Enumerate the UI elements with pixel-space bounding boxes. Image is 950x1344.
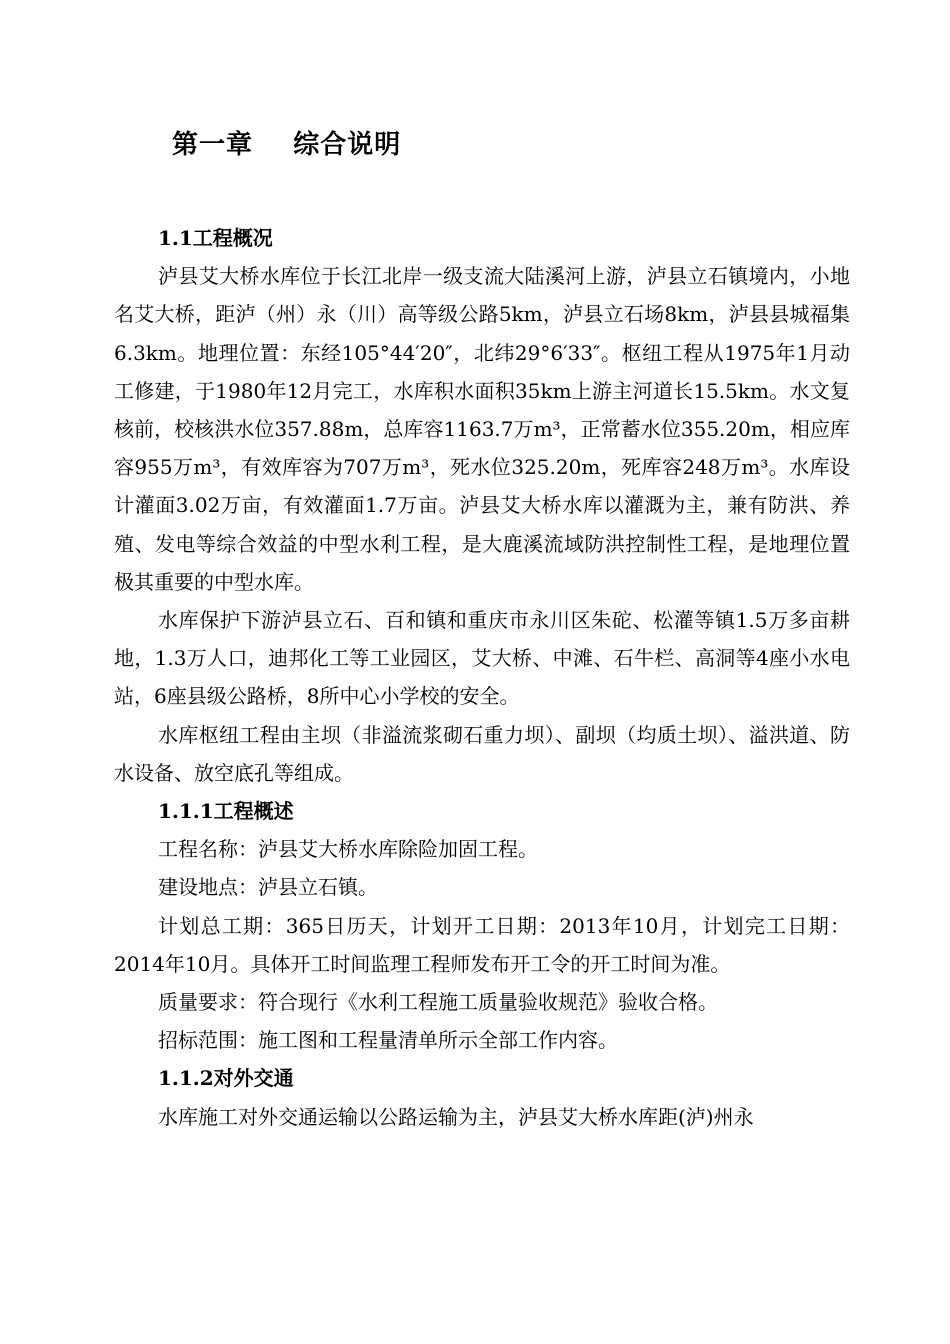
quality-line: 质量要求：符合现行《水利工程施工质量验收规范》验收合格。: [158, 990, 718, 1015]
chapter-title: 第一章 综合说明: [172, 130, 402, 160]
paragraph-protection: 水库保护下游泸县立石、百和镇和重庆市永川区朱砣、松灌等镇1.5万多亩耕地，1.3万人口，迪邦化工等工业园区，艾大桥、中滩、石牛栏、高洞等4座小水电站，6座县级公路桥，8所中心小学校的安全。: [114, 608, 850, 709]
section-heading-1-1: 1.1工程概况: [158, 226, 273, 250]
section-heading-1-1-2: 1.1.2对外交通: [158, 1066, 294, 1091]
section-heading-1-1-1: 1.1.1工程概述: [158, 799, 294, 824]
paragraph-transport: 水库施工对外交通运输以公路运输为主，泸县艾大桥水库距(泸)州永: [158, 1104, 754, 1129]
project-name-line: 工程名称：泸县艾大桥水库除险加固工程。: [158, 837, 538, 862]
location-line: 建设地点：泸县立石镇。: [158, 875, 378, 900]
paragraph-overview: 泸县艾大桥水库位于长江北岸一级支流大陆溪河上游，泸县立石镇境内，小地名艾大桥，距泸（州）永（川）高等级公路5km，泸县立石场8km，泸县县城福集6.3km。地理位置：东经105°44′20″，北纬29°6′33″。枢纽工程从1975年1月动工修建，于1980年12月完工，水库积水面积35km上游主河道长15.5km。水文复核前，校核洪水位357.88m，总库容1163.7万m³，正常蓄水位355.20m，相应库容955万m³，有效库容为707万m³，死水位325.20m，死库容248万m³。水库设计灌面3.02万亩，有效灌面1.7万亩。泸县艾大桥水库以灌溉为主，兼有防洪、养殖、发电等综合效益的中型水利工程，是大鹿溪流域防洪控制性工程，是地理位置极其重要的中型水库。: [114, 264, 850, 594]
paragraph-structure: 水库枢纽工程由主坝（非溢流浆砌石重力坝）、副坝（均质土坝）、溢洪道、防水设备、放空底孔等组成。: [114, 722, 850, 785]
schedule-paragraph: 计划总工期：365日历天，计划开工日期：2013年10月，计划完工日期：2014年10月。具体开工时间监理工程师发布开工令的开工时间为准。: [114, 913, 850, 976]
document-body: [114, 219, 850, 1136]
scope-line: 招标范围：施工图和工程量清单所示全部工作内容。: [158, 1028, 618, 1053]
